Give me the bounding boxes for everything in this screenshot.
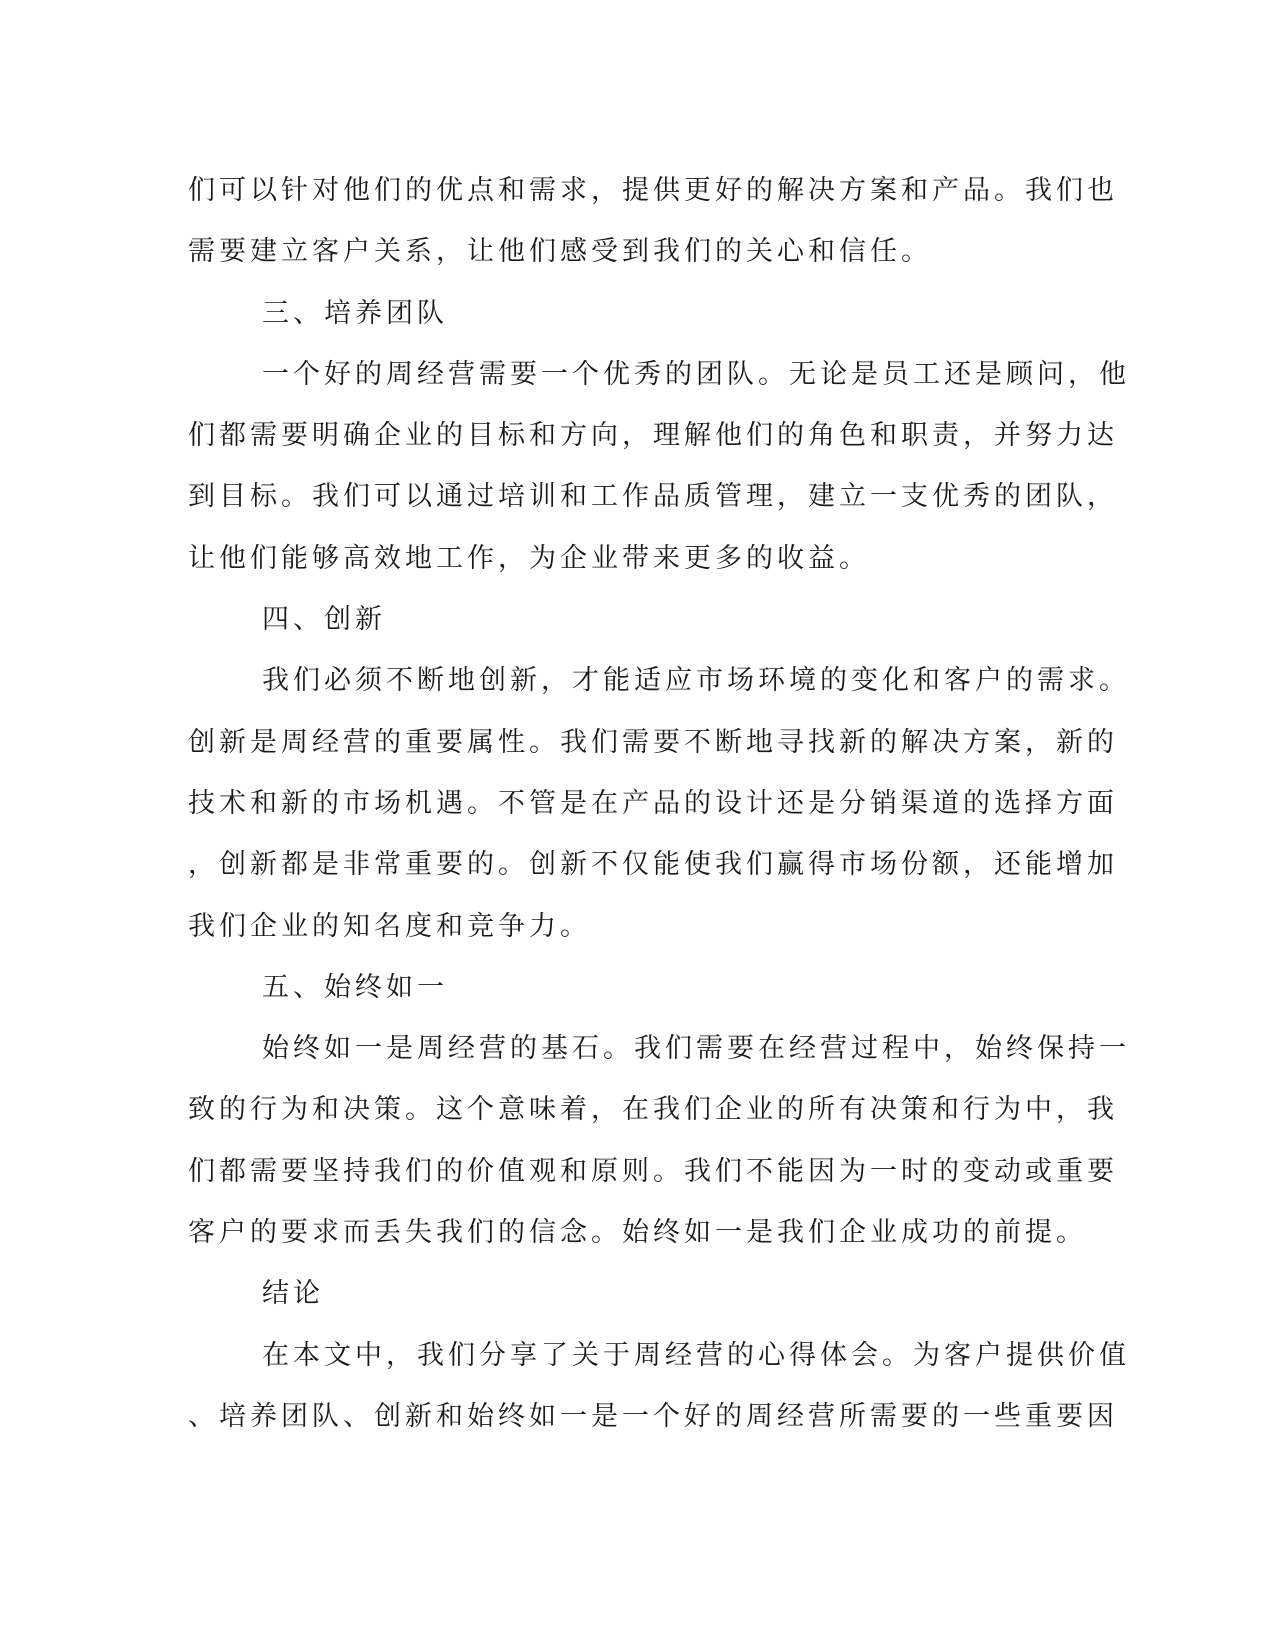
text-line: 、培养团队、创新和始终如一是一个好的周经营所需要的一些重要因	[188, 1400, 1118, 1432]
text-line: 让他们能够高效地工作，为企业带来更多的收益。	[188, 542, 870, 574]
section-heading: 结论	[262, 1278, 324, 1310]
text-line: 在本文中，我们分享了关于周经营的心得体会。为客户提供价值	[262, 1339, 1130, 1371]
section-heading: 三、培养团队	[262, 297, 448, 329]
text-line: 始终如一是周经营的基石。我们需要在经营过程中，始终保持一	[262, 1033, 1130, 1065]
section-heading: 五、始终如一	[262, 971, 448, 1003]
text-line: 到目标。我们可以通过培训和工作品质管理，建立一支优秀的团队，	[188, 481, 1118, 513]
text-line: 需要建立客户关系，让他们感受到我们的关心和信任。	[188, 236, 932, 268]
text-line: 们都需要明确企业的目标和方向，理解他们的角色和职责，并努力达	[188, 420, 1118, 452]
text-line: 技术和新的市场机遇。不管是在产品的设计还是分销渠道的选择方面	[188, 787, 1118, 819]
text-line: 我们必须不断地创新，才能适应市场环境的变化和客户的需求。	[262, 665, 1130, 697]
text-line: 致的行为和决策。这个意味着，在我们企业的所有决策和行为中，我	[188, 1094, 1118, 1126]
text-line: 创新是周经营的重要属性。我们需要不断地寻找新的解决方案，新的	[188, 726, 1118, 758]
text-line: ，创新都是非常重要的。创新不仅能使我们赢得市场份额，还能增加	[188, 849, 1118, 881]
text-line: 我们企业的知名度和竞争力。	[188, 910, 591, 942]
text-line: 们都需要坚持我们的价值观和原则。我们不能因为一时的变动或重要	[188, 1155, 1118, 1187]
section-heading: 四、创新	[262, 604, 386, 636]
document-body	[188, 160, 1130, 1447]
text-line: 们可以针对他们的优点和需求，提供更好的解决方案和产品。我们也	[188, 175, 1118, 206]
text-line: 一个好的周经营需要一个优秀的团队。无论是员工还是顾问，他	[262, 358, 1130, 390]
text-line: 客户的要求而丢失我们的信念。始终如一是我们企业成功的前提。	[188, 1217, 1087, 1249]
